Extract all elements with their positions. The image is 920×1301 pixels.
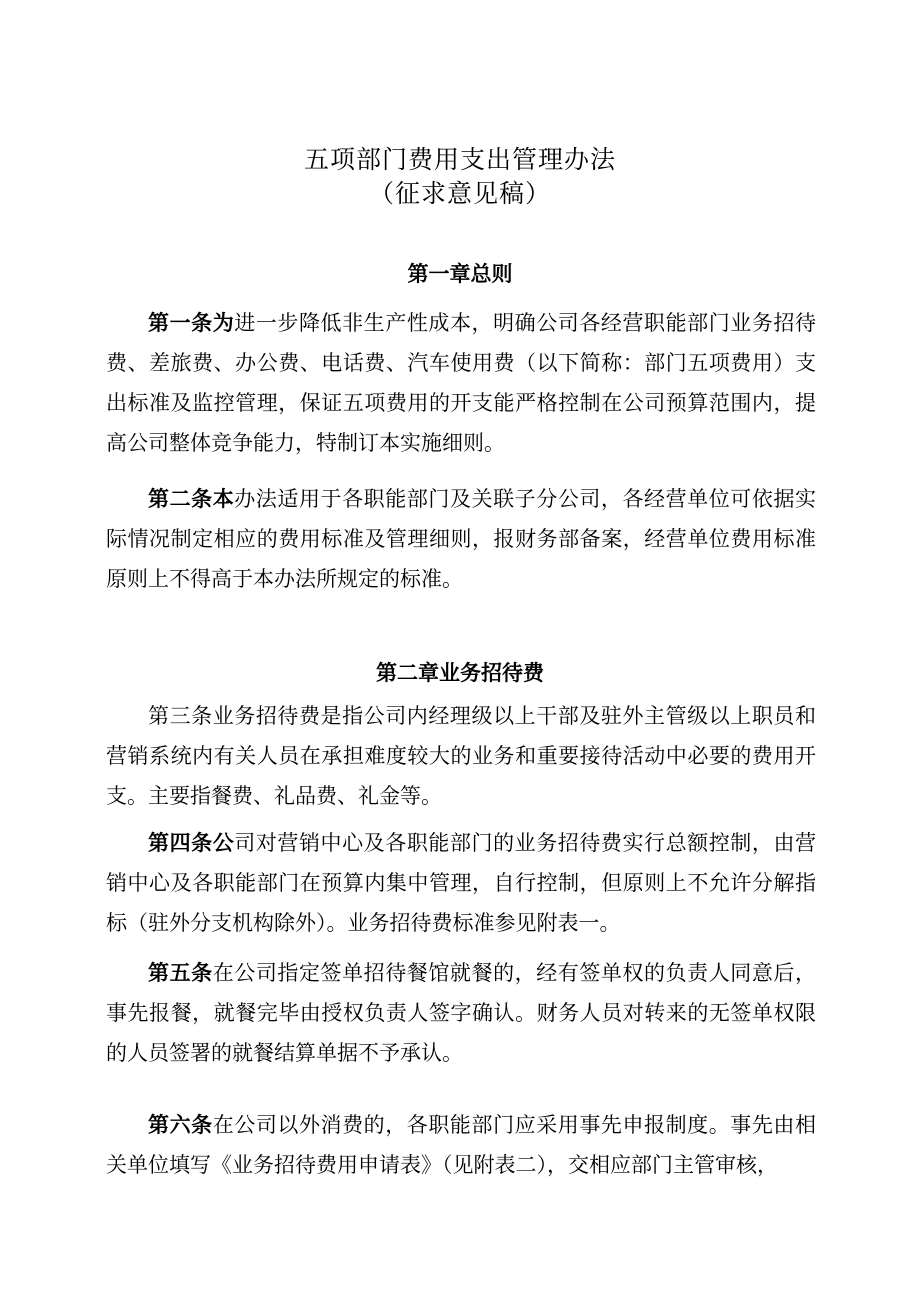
- article-paragraph: [106, 953, 816, 1073]
- article-text: 办法适用于各职能部门及关联子分公司，各经营单位可依据实际情况制定相应的费用标准及管理细则，报财务部备案，经营单位费用标准原则上不得高于本办法所规定的标准。: [106, 487, 817, 591]
- article-paragraph: [106, 1105, 816, 1185]
- document-title: 五项部门费用支出管理办法: [303, 145, 616, 174]
- article-text: 在公司以外消费的，各职能部门应采用事先申报制度。事先由相关单位填写《业务招待费用申请表》（见附表二），交相应部门主管审核，: [106, 1113, 817, 1177]
- document-subtitle: （征求意见稿）: [368, 179, 551, 208]
- article-paragraph: [106, 696, 816, 816]
- chapter-heading: 第一章总则: [407, 262, 513, 286]
- chapter-heading: 第二章业务招待费: [376, 661, 544, 685]
- article-lead: 第二条本: [148, 487, 235, 511]
- article-text: 司对营销中心及各职能部门的业务招待费实行总额控制，由营销中心及各职能部门在预算内集中管理，自行控制，但原则上不允许分解指标（驻外分支机构除外）。业务招待费标准参见附表一。: [106, 831, 817, 935]
- article-paragraph: [106, 303, 816, 463]
- article-lead: 第六条: [148, 1113, 213, 1137]
- article-text: 进一步降低非生产性成本，明确公司各经营职能部门业务招待费、差旅费、办公费、电话费、汽车使用费（以下简称：部门五项费用）支出标准及监控管理，保证五项费用的开支能严格控制在公司预算范围内，提高公司整体竞争能力，特制订本实施细则。: [106, 311, 817, 455]
- article-paragraph: [106, 823, 816, 943]
- article-text: 第三条业务招待费是指公司内经理级以上干部及驻外主管级以上职员和营销系统内有关人员在承担难度较大的业务和重要接待活动中必要的费用开支。主要指餐费、礼品费、礼金等。: [106, 704, 816, 808]
- article-lead: 第四条公: [148, 831, 235, 855]
- article-lead: 第五条: [148, 961, 213, 985]
- article-paragraph: [106, 479, 816, 599]
- article-text: 在公司指定签单招待餐馆就餐的，经有签单权的负责人同意后，事先报餐，就餐完毕由授权负责人签字确认。财务人员对转来的无签单权限的人员签署的就餐结算单据不予承认。: [106, 961, 817, 1065]
- article-lead: 第一条为: [148, 311, 235, 335]
